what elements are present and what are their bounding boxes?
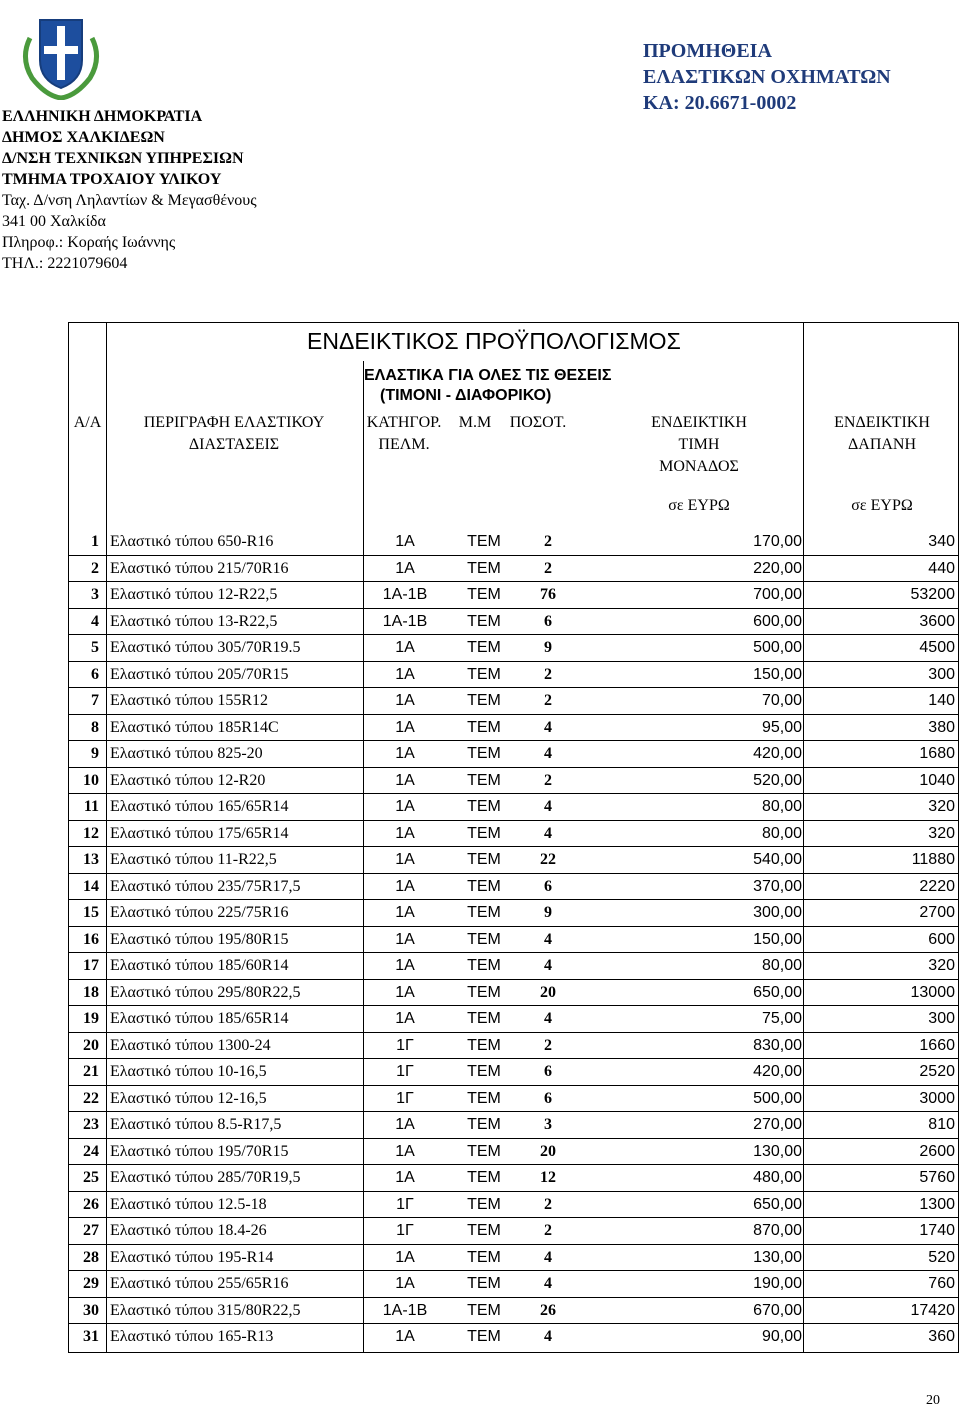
measure-unit: ΤΕΜ — [467, 983, 501, 1001]
table-row — [69, 556, 958, 583]
header-category-line: ΠΕΛΜ. — [378, 436, 430, 453]
total-cost: 760 — [928, 1275, 955, 1292]
row-number: 21 — [83, 1063, 99, 1080]
authority-line: ΤΗΛ.: 2221079604 — [2, 255, 128, 272]
row-number: 15 — [83, 904, 99, 921]
tyre-description: Ελαστικό τύπου 185/60R14 — [110, 957, 289, 974]
header-total — [807, 412, 957, 456]
quantity: 2 — [544, 771, 552, 789]
measure-unit: ΤΕΜ — [467, 877, 501, 895]
row-number: 22 — [83, 1089, 99, 1107]
tyre-description: Ελαστικό τύπου 11-R22,5 — [110, 851, 277, 868]
tyre-description: Ελαστικό τύπου 165-R13 — [110, 1328, 274, 1345]
quantity: 6 — [544, 612, 552, 630]
unit-price: 150,00 — [753, 930, 802, 948]
tread-category: 1Α — [395, 745, 415, 762]
unit-price: 670,00 — [753, 1301, 802, 1319]
tread-category: 1Α-1Β — [382, 1301, 428, 1319]
authority-line: ΤΜΗΜΑ ΤΡΟΧΑΙΟΥ ΥΛΙΚΟΥ — [2, 171, 222, 188]
tyre-description: Ελαστικό τύπου 13-R22,5 — [110, 612, 278, 630]
unit-price: 480,00 — [753, 1169, 802, 1186]
tread-category: 1Γ — [396, 1195, 414, 1213]
tread-category: 1Α — [395, 1248, 415, 1266]
greek-coat-of-arms-icon — [16, 8, 106, 100]
table-row — [69, 768, 958, 795]
table-row — [69, 1218, 958, 1245]
tread-category: 1Α — [395, 798, 415, 815]
measure-unit: ΤΕΜ — [467, 1010, 501, 1027]
unit-price: 500,00 — [753, 1089, 802, 1107]
tread-category: 1Α — [395, 824, 415, 842]
unit-price: 540,00 — [753, 851, 802, 868]
unit-price: 370,00 — [753, 877, 802, 895]
unit-price: 500,00 — [753, 639, 802, 656]
total-cost: 520 — [928, 1248, 955, 1266]
row-number: 29 — [83, 1275, 99, 1292]
quantity: 2 — [544, 665, 552, 683]
quantity: 2 — [544, 692, 552, 709]
row-number: 4 — [91, 612, 99, 630]
unit-price: 70,00 — [761, 692, 802, 709]
table-row — [69, 821, 958, 848]
unit-price: 170,00 — [753, 533, 802, 550]
total-cost: 5760 — [919, 1169, 955, 1186]
total-cost: 1040 — [919, 771, 955, 789]
header-unit-price-line: ΕΝΔΕΙΚΤΙΚΗ — [651, 414, 747, 431]
quantity: 6 — [544, 1089, 552, 1107]
measure-unit: ΤΕΜ — [467, 1195, 501, 1213]
tread-category: 1Α-1Β — [382, 612, 428, 630]
row-number: 19 — [83, 1010, 99, 1027]
row-number: 20 — [83, 1036, 99, 1054]
total-cost: 300 — [928, 665, 955, 683]
header-description — [109, 412, 359, 456]
measure-unit: ΤΕΜ — [467, 692, 501, 709]
row-number: 10 — [83, 771, 99, 789]
measure-unit: ΤΕΜ — [467, 1116, 501, 1133]
table-row — [69, 1324, 958, 1351]
unit-price: 600,00 — [753, 612, 802, 630]
measure-unit: ΤΕΜ — [467, 665, 501, 683]
tyre-description: Ελαστικό τύπου 195/80R15 — [110, 930, 289, 948]
table-row — [69, 1059, 958, 1086]
tyre-description: Ελαστικό τύπου 315/80R22,5 — [110, 1301, 301, 1319]
total-cost: 17420 — [910, 1301, 955, 1319]
quantity: 76 — [540, 586, 556, 603]
quantity: 26 — [540, 1301, 556, 1319]
unit-price: 90,00 — [761, 1328, 802, 1345]
table-row — [69, 1139, 958, 1166]
unit-price: 75,00 — [761, 1010, 802, 1027]
tyre-description: Ελαστικό τύπου 165/65R14 — [110, 798, 289, 815]
quantity: 9 — [544, 904, 552, 921]
header-unit-price-line: ΜΟΝΑΔΟΣ — [659, 458, 739, 475]
table-title: ΕΝΔΕΙΚΤΙΚΟΣ ΠΡΟΫΠΟΛΟΓΙΣΜΟΣ — [307, 328, 681, 354]
tread-category: 1Α — [395, 1116, 415, 1133]
procurement-line: ΕΛΑΣΤΙΚΩΝ ΟΧΗΜΑΤΩΝ — [643, 66, 891, 88]
total-cost: 2700 — [919, 904, 955, 921]
quantity: 4 — [544, 824, 552, 842]
header-total-line: ΔΑΠΑΝΗ — [847, 436, 917, 453]
tread-category: 1Α — [395, 1169, 415, 1186]
table-row — [69, 794, 958, 821]
table-body — [69, 529, 958, 1351]
quantity: 22 — [540, 851, 556, 868]
table-subtitle: ΕΛΑΣΤΙΚΑ ΓΙΑ ΟΛΕΣ ΤΙΣ ΘΕΣΕΙΣ — [364, 367, 612, 384]
procurement-heading — [643, 38, 891, 116]
row-number: 1 — [91, 533, 99, 550]
row-number: 25 — [83, 1169, 99, 1186]
row-number: 6 — [91, 665, 99, 683]
header-quantity: ΠΟΣΟΤ. — [509, 414, 567, 431]
tread-category: 1Γ — [396, 1036, 414, 1054]
tyre-description: Ελαστικό τύπου 255/65R16 — [110, 1275, 289, 1292]
tread-category: 1Α — [395, 877, 415, 895]
table-row — [69, 1271, 958, 1298]
tyre-description: Ελαστικό τύπου 225/75R16 — [110, 904, 289, 921]
unit-price: 870,00 — [753, 1222, 802, 1239]
tyre-description: Ελαστικό τύπου 175/65R14 — [110, 824, 289, 842]
tyre-description: Ελαστικό τύπου 12-16,5 — [110, 1089, 267, 1107]
total-cost: 2520 — [919, 1063, 955, 1080]
table-row — [69, 1165, 958, 1192]
measure-unit: ΤΕΜ — [467, 533, 501, 550]
row-number: 7 — [91, 692, 99, 709]
table-row — [69, 662, 958, 689]
quantity: 6 — [544, 1063, 552, 1080]
table-row — [69, 900, 958, 927]
measure-unit: ΤΕΜ — [467, 1328, 501, 1345]
quantity: 4 — [544, 957, 552, 974]
table-row — [69, 609, 958, 636]
tyre-description: Ελαστικό τύπου 10-16,5 — [110, 1063, 267, 1080]
row-number: 3 — [91, 586, 99, 603]
table-row — [69, 741, 958, 768]
row-number: 5 — [91, 639, 99, 656]
row-number: 27 — [83, 1222, 99, 1239]
measure-unit: ΤΕΜ — [467, 586, 501, 603]
header-unit: Μ.Μ — [458, 414, 492, 431]
header-category — [365, 412, 443, 456]
row-number: 2 — [91, 559, 99, 577]
quantity: 4 — [544, 718, 552, 736]
tread-category: 1Α — [395, 1010, 415, 1027]
header-no: Α/Α — [73, 414, 102, 431]
quantity: 4 — [544, 745, 552, 762]
measure-unit: ΤΕΜ — [467, 1142, 501, 1160]
tyre-description: Ελαστικό τύπου 185R14C — [110, 718, 279, 736]
tread-category: 1Α — [395, 983, 415, 1001]
tread-category: 1Α — [395, 665, 415, 683]
quantity: 4 — [544, 1328, 552, 1345]
row-number: 16 — [83, 930, 99, 948]
unit-price: 190,00 — [753, 1275, 802, 1292]
measure-unit: ΤΕΜ — [467, 904, 501, 921]
measure-unit: ΤΕΜ — [467, 612, 501, 630]
tread-category: 1Γ — [396, 1089, 414, 1107]
quantity: 4 — [544, 1275, 552, 1292]
page-number: 20 — [926, 1393, 940, 1408]
tyre-description: Ελαστικό τύπου 12-R22,5 — [110, 586, 278, 603]
total-cost: 140 — [928, 692, 955, 709]
total-cost: 320 — [928, 957, 955, 974]
measure-unit: ΤΕΜ — [467, 851, 501, 868]
unit-price: 80,00 — [761, 824, 802, 842]
quantity: 4 — [544, 1010, 552, 1027]
tread-category: 1Α — [395, 930, 415, 948]
row-number: 26 — [83, 1195, 99, 1213]
table-row — [69, 874, 958, 901]
row-number: 8 — [91, 718, 99, 736]
unit-price: 130,00 — [753, 1248, 802, 1266]
total-cost: 1740 — [919, 1222, 955, 1239]
measure-unit: ΤΕΜ — [467, 930, 501, 948]
table-row — [69, 1298, 958, 1325]
unit-price: 650,00 — [753, 983, 802, 1001]
row-number: 31 — [83, 1328, 99, 1345]
tyre-description: Ελαστικό τύπου 295/80R22,5 — [110, 983, 301, 1001]
unit-price: 150,00 — [753, 665, 802, 683]
unit-price: 420,00 — [753, 1063, 802, 1080]
tread-category: 1Α-1Β — [382, 586, 428, 603]
table-row — [69, 1086, 958, 1113]
total-cost: 2220 — [919, 877, 955, 895]
measure-unit: ΤΕΜ — [467, 559, 501, 577]
tyre-description: Ελαστικό τύπου 195-R14 — [110, 1248, 274, 1266]
quantity: 2 — [544, 1195, 552, 1213]
unit-price: 650,00 — [753, 1195, 802, 1213]
measure-unit: ΤΕΜ — [467, 1222, 501, 1239]
total-cost: 2600 — [919, 1142, 955, 1160]
row-number: 28 — [83, 1248, 99, 1266]
header-unit-price — [614, 412, 784, 478]
tread-category: 1Α — [395, 771, 415, 789]
budget-table — [68, 322, 959, 1353]
header-description-line: ΠΕΡΙΓΡΑΦΗ ΕΛΑΣΤΙΚΟΥ — [143, 414, 325, 431]
table-row — [69, 927, 958, 954]
tread-category: 1Α — [395, 1142, 415, 1160]
tread-category: 1Α — [395, 1275, 415, 1292]
row-number: 30 — [83, 1301, 99, 1319]
quantity: 3 — [544, 1116, 552, 1133]
header-total-currency: σε ΕΥΡΩ — [851, 497, 913, 514]
total-cost: 300 — [928, 1010, 955, 1027]
total-cost: 3000 — [919, 1089, 955, 1107]
unit-price: 80,00 — [761, 957, 802, 974]
measure-unit: ΤΕΜ — [467, 798, 501, 815]
tread-category: 1Α — [395, 639, 415, 656]
tyre-description: Ελαστικό τύπου 285/70R19,5 — [110, 1169, 301, 1186]
measure-unit: ΤΕΜ — [467, 1275, 501, 1292]
table-row — [69, 1192, 958, 1219]
tyre-description: Ελαστικό τύπου 155R12 — [110, 692, 269, 709]
quantity: 4 — [544, 798, 552, 815]
total-cost: 810 — [928, 1116, 955, 1133]
procurement-line: ΚΑ: 20.6671-0002 — [643, 92, 797, 114]
row-number: 24 — [83, 1142, 99, 1160]
header-total-line: ΕΝΔΕΙΚΤΙΚΗ — [834, 414, 930, 431]
measure-unit: ΤΕΜ — [467, 1089, 501, 1107]
tread-category: 1Α — [395, 851, 415, 868]
row-number: 12 — [83, 824, 99, 842]
tyre-description: Ελαστικό τύπου 8.5-R17,5 — [110, 1116, 282, 1133]
tyre-description: Ελαστικό τύπου 825-20 — [110, 745, 263, 762]
table-row — [69, 1245, 958, 1272]
total-cost: 360 — [928, 1328, 955, 1345]
tyre-description: Ελαστικό τύπου 195/70R15 — [110, 1142, 289, 1160]
measure-unit: ΤΕΜ — [467, 1036, 501, 1054]
total-cost: 600 — [928, 930, 955, 948]
header-price-currency: σε ΕΥΡΩ — [668, 497, 730, 514]
tyre-description: Ελαστικό τύπου 12-R20 — [110, 771, 266, 789]
tread-category: 1Α — [395, 718, 415, 736]
header-unit-price-line: ΤΙΜΗ — [678, 436, 720, 453]
table-row — [69, 635, 958, 662]
authority-line: 341 00 Χαλκίδα — [2, 213, 106, 230]
table-row — [69, 688, 958, 715]
row-number: 13 — [83, 851, 99, 868]
total-cost: 1660 — [919, 1036, 955, 1054]
measure-unit: ΤΕΜ — [467, 957, 501, 974]
tread-category: 1Α — [395, 559, 415, 577]
authority-line: Πληροφ.: Κοραής Ιωάννης — [2, 234, 176, 251]
unit-price: 830,00 — [753, 1036, 802, 1054]
unit-price: 270,00 — [753, 1116, 802, 1133]
quantity: 2 — [544, 559, 552, 577]
total-cost: 13000 — [910, 983, 955, 1001]
tyre-description: Ελαστικό τύπου 215/70R16 — [110, 559, 289, 577]
tyre-description: Ελαστικό τύπου 650-R16 — [110, 533, 274, 550]
total-cost: 320 — [928, 824, 955, 842]
row-number: 17 — [83, 957, 99, 974]
tyre-description: Ελαστικό τύπου 12.5-18 — [110, 1195, 267, 1213]
total-cost: 1300 — [919, 1195, 955, 1213]
total-cost: 440 — [928, 559, 955, 577]
measure-unit: ΤΕΜ — [467, 1169, 501, 1186]
quantity: 4 — [544, 1248, 552, 1266]
row-number: 14 — [83, 877, 99, 895]
tyre-description: Ελαστικό τύπου 305/70R19.5 — [110, 639, 301, 656]
authority-line: ΔΗΜΟΣ ΧΑΛΚΙΔΕΩΝ — [2, 129, 165, 146]
procurement-line: ΠΡΟΜΗΘΕΙΑ — [643, 40, 772, 62]
total-cost: 380 — [928, 718, 955, 736]
unit-price: 300,00 — [753, 904, 802, 921]
table-row — [69, 980, 958, 1007]
table-row — [69, 847, 958, 874]
row-number: 18 — [83, 983, 99, 1001]
quantity: 6 — [544, 877, 552, 895]
unit-price: 520,00 — [753, 771, 802, 789]
measure-unit: ΤΕΜ — [467, 718, 501, 736]
authority-line: Ταχ. Δ/νση Ληλαντίων & Μεγασθένους — [2, 192, 257, 209]
row-number: 11 — [83, 798, 99, 815]
total-cost: 3600 — [919, 612, 955, 630]
tread-category: 1Α — [395, 692, 415, 709]
unit-price: 220,00 — [753, 559, 802, 577]
measure-unit: ΤΕΜ — [467, 1301, 501, 1319]
total-cost: 4500 — [919, 639, 955, 656]
quantity: 2 — [544, 1222, 552, 1239]
header-category-line: ΚΑΤΗΓΟΡ. — [366, 414, 442, 431]
table-subtitle: (ΤΙΜΟΝΙ - ΔΙΑΦΟΡΙΚΟ) — [380, 387, 552, 404]
quantity: 2 — [544, 1036, 552, 1054]
unit-price: 80,00 — [761, 798, 802, 815]
tyre-description: Ελαστικό τύπου 18.4-26 — [110, 1222, 267, 1239]
tyre-description: Ελαστικό τύπου 205/70R15 — [110, 665, 289, 683]
total-cost: 11880 — [911, 851, 955, 868]
unit-price: 95,00 — [761, 718, 802, 736]
row-number: 9 — [91, 745, 99, 762]
table-row — [69, 1033, 958, 1060]
quantity: 2 — [544, 533, 552, 550]
quantity: 9 — [544, 639, 552, 656]
table-row — [69, 1112, 958, 1139]
unit-price: 130,00 — [753, 1142, 802, 1160]
authority-line: ΕΛΛΗΝΙΚΗ ΔΗΜΟΚΡΑΤΙΑ — [2, 108, 203, 125]
total-cost: 320 — [928, 798, 955, 815]
tread-category: 1Α — [395, 1328, 415, 1345]
unit-price: 420,00 — [753, 745, 802, 762]
measure-unit: ΤΕΜ — [467, 745, 501, 762]
quantity: 12 — [540, 1169, 556, 1186]
tread-category: 1Γ — [396, 1063, 414, 1080]
measure-unit: ΤΕΜ — [467, 1248, 501, 1266]
authority-block — [2, 106, 257, 274]
measure-unit: ΤΕΜ — [467, 824, 501, 842]
measure-unit: ΤΕΜ — [467, 639, 501, 656]
tread-category: 1Α — [395, 957, 415, 974]
quantity: 20 — [540, 1142, 556, 1160]
tread-category: 1Γ — [396, 1222, 414, 1239]
quantity: 4 — [544, 930, 552, 948]
authority-line: Δ/ΝΣΗ ΤΕΧΝΙΚΩΝ ΥΠΗΡΕΣΙΩΝ — [2, 150, 244, 167]
tyre-description: Ελαστικό τύπου 1300-24 — [110, 1036, 271, 1054]
total-cost: 340 — [928, 533, 955, 550]
total-cost: 53200 — [910, 586, 955, 603]
table-row — [69, 953, 958, 980]
tyre-description: Ελαστικό τύπου 185/65R14 — [110, 1010, 289, 1027]
row-number: 23 — [83, 1116, 99, 1133]
measure-unit: ΤΕΜ — [467, 771, 501, 789]
tread-category: 1Α — [395, 904, 415, 921]
quantity: 20 — [540, 983, 556, 1001]
table-row — [69, 582, 958, 609]
table-row — [69, 529, 958, 556]
header-description-line: ΔΙΑΣΤΑΣΕΙΣ — [188, 436, 280, 453]
total-cost: 1680 — [919, 745, 955, 762]
tread-category: 1Α — [395, 533, 415, 550]
unit-price: 700,00 — [753, 586, 802, 603]
tyre-description: Ελαστικό τύπου 235/75R17,5 — [110, 877, 301, 895]
measure-unit: ΤΕΜ — [467, 1063, 501, 1080]
table-row — [69, 715, 958, 742]
table-row — [69, 1006, 958, 1033]
